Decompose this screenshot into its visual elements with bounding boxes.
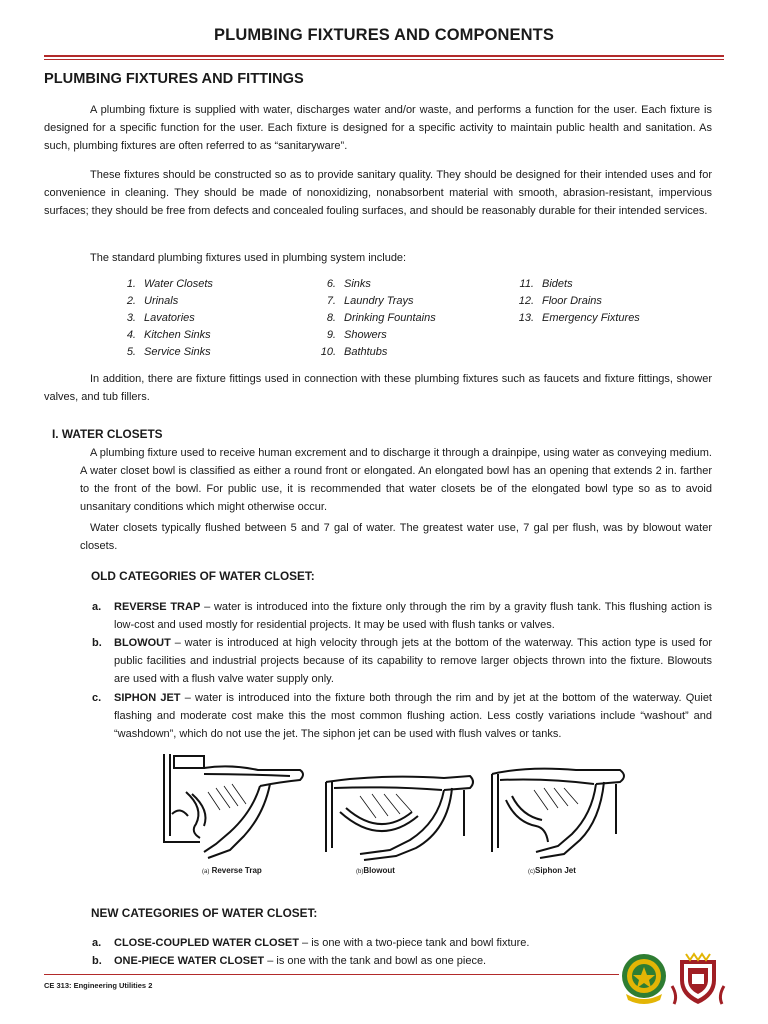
category-item-close-coupled: a. CLOSE-COUPLED WATER CLOSET – is one with a two-piece tank and bowl fixture. [92, 937, 530, 949]
intro-paragraph-2: These fixtures should be constructed so as to provide sanitary quality. They should be designed for their intended uses and for convenience in cleaning. They should be made of nonoxidizing, nonabsorbent material with smooth, abrasion-resistant, impervious surfaces; they should be free from defects and concealed fouling surfaces, and should be reasonably durable for their intended services. [44, 169, 712, 217]
list-item: 8. Drinking Fountains [326, 312, 436, 324]
list-item: 13. Emergency Fixtures [518, 312, 640, 324]
list-item: 6. Sinks [326, 278, 371, 290]
siphon-jet-illustration [486, 752, 636, 862]
old-categories-heading: OLD CATEGORIES OF WATER CLOSET: [91, 569, 315, 583]
reverse-trap-illustration [160, 752, 310, 862]
section-title: PLUMBING FIXTURES AND FITTINGS [44, 71, 304, 87]
category-item-one-piece: b. ONE-PIECE WATER CLOSET – is one with the tank and bowl as one piece. [92, 955, 487, 967]
list-item: 7. Laundry Trays [326, 295, 414, 307]
fittings-paragraph: In addition, there are fixture fittings used in connection with these plumbing fixtures such as faucets and fixture fittings, shower valves, and tub fillers. [44, 373, 712, 403]
university-seal-icon [620, 950, 668, 1006]
fixtures-list-column-2 [314, 276, 436, 361]
new-categories-heading: NEW CATEGORIES OF WATER CLOSET: [91, 906, 318, 920]
caption-reverse-trap: (a) Reverse Trap [202, 866, 262, 875]
header-rule [44, 55, 724, 57]
water-closets-heading: I. WATER CLOSETS [52, 427, 163, 441]
category-item-reverse-trap: a. REVERSE TRAP – water is introduced into the fixture only through the rim by a gravity flush tank. This flushing action is low-cost and used mostly for residential projects. It may be used with flush tanks or valves. [92, 601, 713, 631]
water-closets-paragraph-1: A plumbing fixture used to receive human excrement and to discharge it through a drainpipe, using water as conveying medium. A water closet bowl is classified as either a round front or elongated. An elongated bowl has an opening that extends 2 in. farther to the front of the bowl. For public use, it is recommended that water closets be of the elongated bowl type so as to avoid unsanitary conditions which might otherwise occur. [80, 447, 712, 513]
page-title: PLUMBING FIXTURES AND COMPONENTS [214, 26, 554, 44]
footer-rule [44, 974, 619, 975]
list-item: 2. Urinals [126, 295, 179, 307]
category-item-siphon-jet: c. SIPHON JET – water is introduced into the fixture both through the rim and by jet at the bottom of the waterway. Quiet flashing and moderate cost make this the most common flushing action. Less costly variations include “washout” and “washdown”, which do not use the jet. The siphon jet can be used with flush valves or tanks. [92, 692, 712, 740]
list-item: 9. Showers [326, 329, 387, 341]
fixtures-list-column-1 [114, 276, 213, 361]
water-closets-paragraph-2: Water closets typically flushed between 5 and 7 gal of water. The greatest water use, 7 gal per flush, was by blowout water closets. [80, 522, 712, 552]
intro-paragraph-3: The standard plumbing fixtures used in plumbing system include: [90, 252, 407, 264]
intro-paragraph-1: A plumbing fixture is supplied with water, discharges water and/or waste, and performs a function for the user. Each fixture is designed for a specific function for the user. Each fixture is designed for a specific activity to maintain public health and sanitation. As such, plumbing fixtures are often referred to as “sanitaryware”. [44, 104, 712, 152]
list-item: 4. Kitchen Sinks [126, 329, 211, 341]
category-item-blowout: b. BLOWOUT – water is introduced at high velocity through jets at the bottom of the waterway. This action type is used for public facilities and industrial projects because of its capability to remove larger objects thrown into the fixture. Blowouts are used with a flush valve water supply only. [92, 637, 712, 685]
list-item: 11. Bidets [519, 278, 573, 290]
college-crest-icon [670, 950, 726, 1008]
list-item: 12. Floor Drains [518, 295, 602, 307]
list-item: 3. Lavatories [126, 312, 195, 324]
header-rule-thin [44, 59, 724, 60]
list-item: 10. Bathtubs [320, 346, 388, 358]
caption-siphon-jet: (c)Siphon Jet [528, 866, 576, 875]
footer-course-label: CE 313: Engineering Utilities 2 [44, 981, 153, 990]
blowout-illustration [320, 752, 480, 862]
list-item: 1. Water Closets [126, 278, 213, 290]
fixtures-list-column-3 [512, 276, 640, 327]
list-item: 5. Service Sinks [126, 346, 211, 358]
caption-blowout: (b)Blowout [356, 866, 395, 875]
